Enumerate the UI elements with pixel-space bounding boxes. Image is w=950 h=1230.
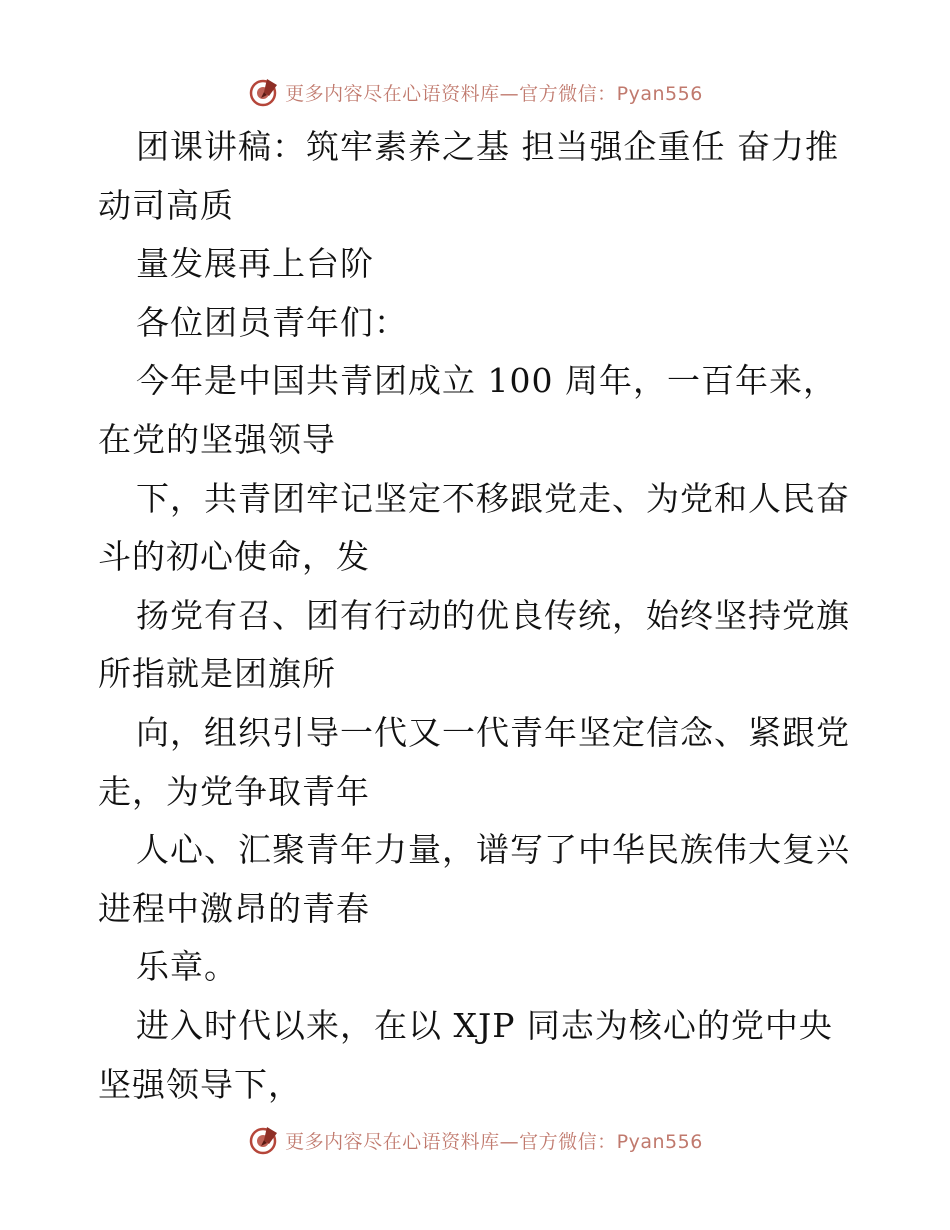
footer-watermark — [0, 1120, 950, 1160]
text-line: 量发展再上台阶 — [136, 244, 374, 284]
text-line: 各位团员青年们： — [136, 302, 408, 342]
text-line: 动司高质 — [98, 185, 234, 225]
text-line: 走，为党争取青年 — [98, 771, 370, 811]
text-line: 团课讲稿：筑牢素养之基 担当强企重任 奋力推 — [136, 127, 839, 166]
text-line: 进入时代以来，在以 XJP 同志为核心的党中央 — [136, 1005, 833, 1045]
text-line: 所指就是团旗所 — [98, 654, 336, 694]
watermark-text: 更多内容尽在心语资料库—官方微信：Pyan556 — [285, 82, 703, 105]
document-body — [98, 118, 858, 1114]
text-line: 在党的坚强领导 — [98, 419, 336, 459]
text-line: 坚强领导下， — [98, 1064, 302, 1104]
pen-circle-logo-icon — [247, 76, 279, 108]
pen-circle-logo-icon — [247, 1124, 279, 1156]
header-watermark — [0, 72, 950, 112]
watermark-text: 更多内容尽在心语资料库—官方微信：Pyan556 — [285, 1130, 703, 1153]
text-line: 乐章。 — [136, 947, 238, 987]
text-line: 人心、汇聚青年力量，谱写了中华民族伟大复兴 — [136, 830, 850, 870]
text-line: 斗的初心使命，发 — [98, 537, 370, 577]
text-line: 扬党有召、团有行动的优良传统，始终坚持党旗 — [136, 595, 850, 635]
text-line: 下，共青团牢记坚定不移跟党走、为党和人民奋 — [136, 478, 850, 518]
text-line: 今年是中国共青团成立 100 周年，一百年来， — [136, 361, 837, 401]
text-line: 进程中激昂的青春 — [98, 888, 370, 928]
text-line: 向，组织引导一代又一代青年坚定信念、紧跟党 — [136, 712, 850, 752]
